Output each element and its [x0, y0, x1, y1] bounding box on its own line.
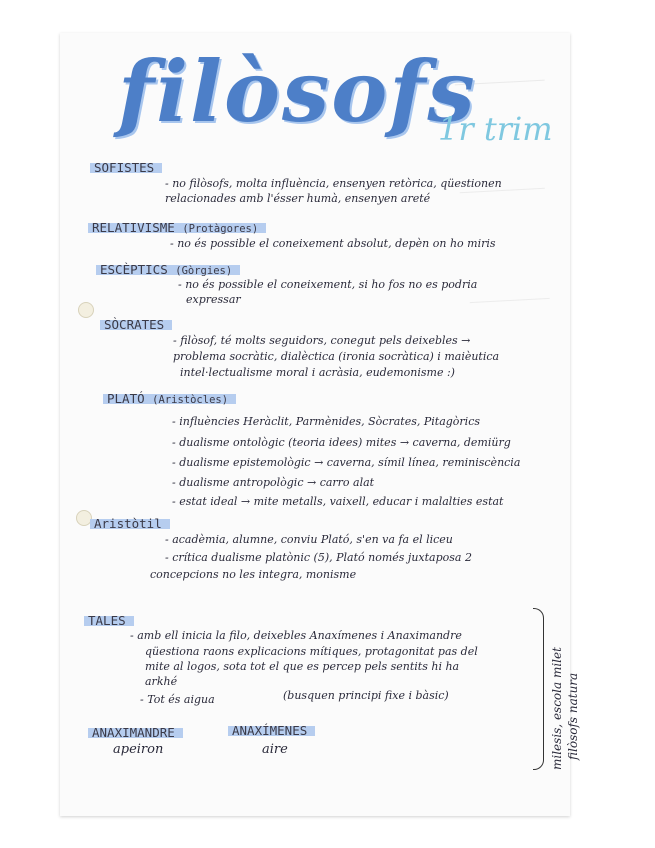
text-line: - Tot és aigua	[140, 693, 215, 706]
text-line: - no és possible el coneixement, si ho fos no es podria	[178, 278, 478, 291]
page-title: filòsofs	[118, 42, 477, 141]
heading-esceptics	[96, 262, 240, 277]
text-line: concepcions no les integra, monisme	[150, 568, 357, 581]
anaximandre-arkhe: apeiron	[113, 742, 164, 757]
text-line: - dualisme ontològic (teoria idees) mites → caverna, demiürg	[172, 436, 511, 449]
side-note-line: milesis, escola milet	[550, 647, 564, 770]
side-note-line: filòsofs natura	[566, 672, 580, 760]
text-line: qüestiona raons explicacions mítiques, protagonitat pas del	[145, 645, 478, 658]
heading-sofistes: SOFISTES	[90, 160, 162, 175]
text-line: problema socràtic, dialèctica (ironia socràtica) i maièutica	[173, 350, 500, 363]
heading-plato	[103, 391, 236, 406]
text-line: - dualisme epistemològic → caverna, símil línea, reminiscència	[172, 456, 521, 469]
heading-aside: (Gòrgies)	[175, 265, 233, 277]
heading-label: RELATIVISME	[92, 220, 175, 235]
heading-label: PLATÓ	[107, 391, 145, 406]
text-line: - acadèmia, alumne, conviu Plató, s'en va fa el liceu	[165, 533, 453, 546]
text-line: arkhé	[145, 675, 178, 688]
text-line: - amb ell inicia la filo, deixebles Anaxímenes i Anaximandre	[130, 629, 462, 642]
heading-socrates: SÒCRATES	[100, 317, 172, 332]
text-line: intel·lectualisme moral i acràsia, eudemonisme :)	[180, 366, 455, 379]
text-line: - crítica dualisme platònic (5), Plató només juxtaposa 2	[165, 551, 472, 564]
text-line: mite al logos, sota tot el que es percep pels sentits hi ha	[145, 660, 460, 673]
bracket	[533, 608, 544, 770]
page-subtitle: 1r trim	[438, 110, 553, 148]
text-line: relacionades amb l'ésser humà, ensenyen areté	[165, 192, 431, 205]
text-line: - influències Heràclit, Parmènides, Sòcrates, Pitagòrics	[172, 415, 480, 428]
heading-aside: (Protàgores)	[182, 223, 259, 235]
heading-relativisme	[88, 220, 266, 235]
heading-anaximenes: ANAXÍMENES	[228, 723, 315, 738]
anaximenes-arkhe: aire	[262, 742, 288, 757]
text-line: - no és possible el coneixement absolut, depèn on ho miris	[170, 237, 496, 250]
text-line: - estat ideal → mite metalls, vaixell, educar i malalties estat	[172, 495, 504, 508]
text-line: - dualisme antropològic → carro alat	[172, 476, 375, 489]
text-line: - filòsof, té molts seguidors, conegut pels deixebles →	[173, 334, 471, 347]
heading-aside: (Aristòcles)	[152, 394, 229, 406]
heading-tales: TALES	[84, 613, 134, 628]
text-line: - no filòsofs, molta influència, ensenyen retòrica, qüestionen	[165, 177, 502, 190]
heading-anaximandre: ANAXIMANDRE	[88, 725, 183, 740]
heading-label: ESCÈPTICS	[100, 262, 168, 277]
text-line: expressar	[186, 293, 241, 306]
heading-aristotil: Aristòtil	[90, 516, 170, 531]
tales-note: (busquen principi fixe i bàsic)	[283, 689, 449, 702]
binder-hole	[78, 302, 94, 318]
